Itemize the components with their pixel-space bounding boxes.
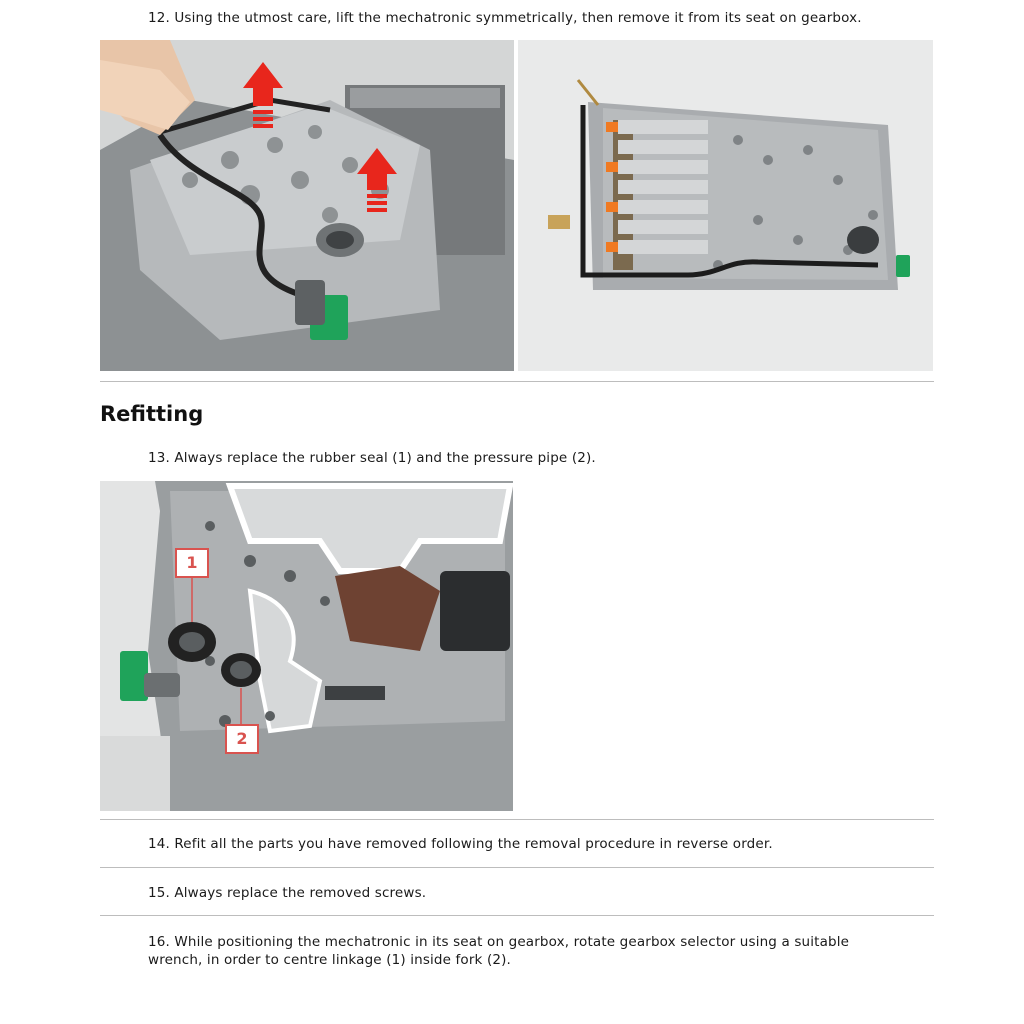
divider [100,915,934,916]
divider [100,819,934,820]
callout-1: 1 [175,548,209,578]
photo-removed-mechatronic [518,40,933,371]
photo-seal-pipe [100,481,513,811]
figure-refit-seal-pipe [100,481,513,811]
divider [100,867,934,868]
step-13: 13. Always replace the rubber seal (1) and the pressure pipe (2). [148,450,596,466]
step-12: 12. Using the utmost care, lift the mechatronic symmetrically, then remove it from its seat on gearbox. [148,10,862,26]
callout-2: 2 [225,724,259,754]
step-16-line-1: 16. While positioning the mechatronic in its seat on gearbox, rotate gearbox selector using a suitable [148,934,850,950]
section-heading-refitting: Refitting [100,402,204,426]
photo-lifting-mechatronic [100,40,514,371]
step-15: 15. Always replace the removed screws. [148,885,427,901]
divider [100,381,934,382]
step-14: 14. Refit all the parts you have removed following the removal procedure in reverse order. [148,836,773,852]
step-16-line-2: wrench, in order to centre linkage (1) inside fork (2). [148,952,511,968]
